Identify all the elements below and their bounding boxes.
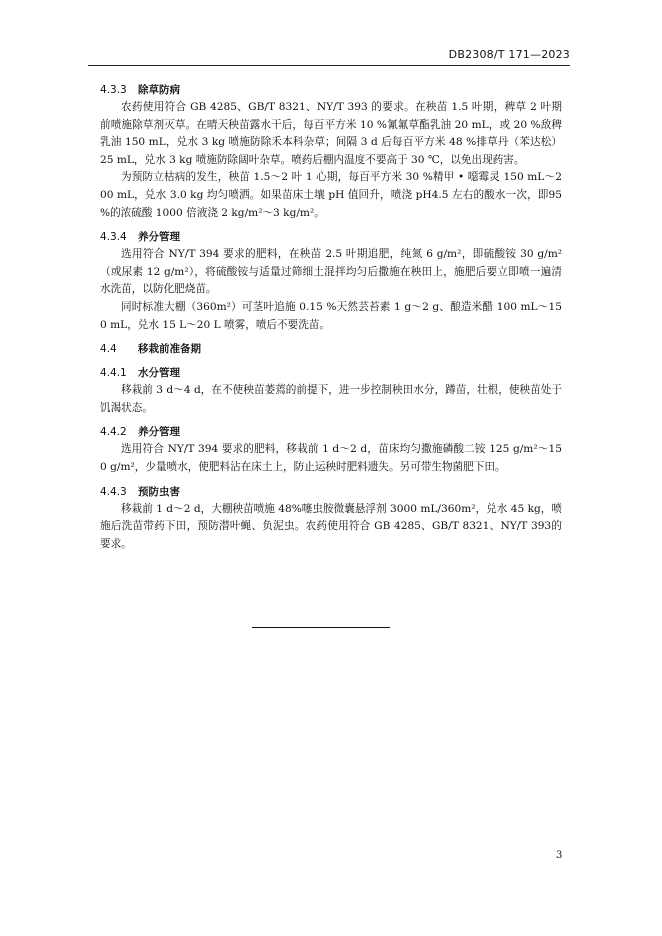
heading-4-3-3 [100,82,562,99]
heading-4-4-2 [100,424,562,441]
section-number: 4.3.3 [100,84,127,96]
document-id-header: DB2308/T 171—2023 [448,48,570,61]
section-number: 4.4 [100,343,117,356]
heading-4-4-1 [100,365,562,382]
paragraph: 为预防立枯病的发生，秧苗 1.5～2 叶 1 心期，每百平方米 30 %精甲 • 噁霉灵 150 mL～200 mL，兑水 3.0 kg 均匀喷洒。如果苗床土壤 pH 值回升，喷浇 pH4.5 左右的酸水一次，即95 %的浓硫酸 1000 倍液浇 2 kg/m²～3 kg/m²。 [100,171,562,219]
heading-4-4 [100,341,562,358]
heading-4-4-3 [100,484,562,501]
paragraph: 选用符合 NY/T 394 要求的肥料，移栽前 1 d～2 d，苗床均匀撒施磷酸二铵 125 g/m²～150 g/m²，少量喷水，使肥料沾在床土上，防止运秧时肥料遗失。另可带生物菌肥下田。 [100,443,562,473]
section-title: 移栽前准备期 [138,343,201,356]
section-number: 4.4.3 [100,485,127,498]
section-title: 养分管理 [138,426,180,439]
section-title: 水分管理 [138,367,180,380]
heading-4-3-4 [100,229,562,246]
paragraph: 移栽前 3 d～4 d，在不使秧苗萎蔫的前提下，进一步控制秧田水分，蹲苗，壮根，使秧苗处于饥渴状态。 [100,384,562,414]
page-number: 3 [556,850,563,861]
paragraph: 移栽前 1 d～2 d，大棚秧苗喷施 48%噻虫胺微囊悬浮剂 3000 mL/360m²，兑水 45 kg，喷施后洗苗带药下田，预防潜叶蝇、负泥虫。农药使用符合 GB 4285、GB/T 8321、NY/T 393的要求。 [100,502,562,550]
section-title: 预防虫害 [138,485,180,498]
section-number: 4.4.2 [100,426,127,439]
document-body [100,82,562,553]
section-title: 养分管理 [138,231,180,244]
paragraph: 选用符合 NY/T 394 要求的肥料，在秧苗 2.5 叶期追肥，纯氮 6 g/m²，即硫酸铵 30 g/m²（或尿素 12 g/m²），将硫酸铵与适量过筛细土混拌均匀后撒施在秧田上，施肥后要立即喷一遍清水洗苗，以防化肥烧苗。 [100,248,562,296]
header-divider [88,65,570,66]
section-number: 4.3.4 [100,231,127,244]
end-of-document-rule [252,627,390,628]
paragraph: 农药使用符合 GB 4285、GB/T 8321、NY/T 393 的要求。在秧苗 1.5 叶期，稗草 2 叶期前喷施除草剂灭草。在晴天秧苗露水干后，每百平方米 10 %氰氟草酯乳油 20 mL，或 20 %敌稗乳油 150 mL，兑水 3 kg 喷施防除禾本科杂草；间隔 3 d 后每百平方米 48 %排草丹（苯达松）25 mL，兑水 3 kg 喷施防除阔叶杂草。喷药后棚内温度不要高于 30 ℃，以免出现药害。 [100,101,562,166]
paragraph: 同时标准大棚（360m²）可茎叶追施 0.15 %天然芸苔素 1 g～2 g、酿造米醋 100 mL～150 mL，兑水 15 L～20 L 喷雾，喷后不要洗苗。 [100,300,562,331]
section-number: 4.4.1 [100,367,127,380]
section-title: 除草防病 [138,84,180,96]
